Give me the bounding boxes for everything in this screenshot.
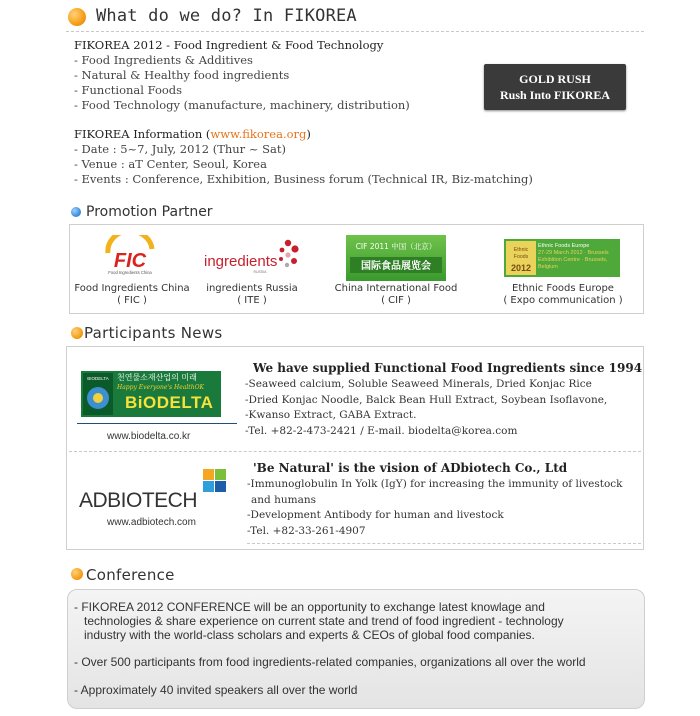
ite-logo-icon xyxy=(202,237,302,277)
ite-logo xyxy=(202,237,302,277)
adbiotech-news-lines xyxy=(247,477,643,539)
promotion-title: Promotion Partner xyxy=(86,204,213,220)
partner-fic-abbr: ( FIC ) xyxy=(117,295,147,306)
efe-logo-detail-text: 27-29 March 2012 · Brussels Exhibition Centre · Brussels, Belgium xyxy=(538,250,609,270)
conference-line-5: - Approximately 40 invited speakers all over the world xyxy=(74,683,358,697)
efe-logo-mark xyxy=(506,241,536,275)
fikorea-item-3: - Functional Foods xyxy=(74,83,183,97)
biodelta-line-1: -Seaweed calcium, Soluble Seaweed Minerals, Dried Konjac Rice xyxy=(245,378,592,390)
gold-rush-line2: Rush Into FIKOREA xyxy=(499,88,611,102)
promotion-bullet-icon xyxy=(71,207,81,217)
biodelta-logo-underline xyxy=(77,423,237,424)
efe-logo xyxy=(504,239,620,277)
adbiotech-line-3: -Development Antibody for human and livestock xyxy=(247,509,504,521)
cif-logo-icon xyxy=(346,235,446,281)
participants-bottom-divider xyxy=(247,543,641,544)
fikorea-info-events: - Events : Conference, Exhibition, Business forum (Technical IR, Biz-matching) xyxy=(74,172,533,186)
efe-logo-text: Ethnic Foods Europe xyxy=(538,243,590,249)
biodelta-logo-name: BiODELTA xyxy=(125,393,214,412)
efe-logo-mark-icon xyxy=(506,241,536,275)
participants-separator xyxy=(69,451,641,452)
partner-cif[interactable] xyxy=(328,229,464,309)
partner-ite-caption xyxy=(196,283,308,307)
conference-bullet-icon xyxy=(71,568,83,580)
partner-ite-abbr: ( ITE ) xyxy=(237,295,267,306)
conference-line-3: industry with the world-class scholars and experts & CEOs of global food companies. xyxy=(84,628,535,642)
ite-logo-sub: RUSSIA xyxy=(253,270,267,274)
participants-bullet-icon xyxy=(71,327,83,339)
fikorea-info-venue: - Venue : aT Center, Seoul, Korea xyxy=(74,157,267,171)
partner-efe-name: Ethnic Foods Europe xyxy=(512,283,614,294)
conference-para-1 xyxy=(74,600,640,642)
title-bullet-icon xyxy=(68,8,86,26)
cif-logo-sub: 国际食品展览会 xyxy=(361,261,431,272)
adbiotech-news-title: 'Be Natural' is the vision of ADbiotech Co., Ltd xyxy=(253,461,568,475)
gold-rush-line1: GOLD RUSH xyxy=(519,72,591,86)
cif-logo-text: CIF 2011 中国（北京） xyxy=(355,242,437,251)
conference-line-2: technologies & share experience on current state and trend of food ingredient - technology xyxy=(84,614,564,628)
biodelta-star-icon xyxy=(83,373,113,415)
biodelta-line-2: -Dried Konjac Noodle, Balck Bean Hull Extract, Soybean Isoflavone, xyxy=(245,393,608,406)
fic-logo-text: FIC xyxy=(113,250,147,272)
biodelta-logo-label: BIODELTA xyxy=(87,376,109,381)
biodelta-line-3: -Kwanso Extract, GABA Extract. xyxy=(245,409,417,421)
partner-efe[interactable] xyxy=(486,229,640,309)
partner-efe-caption xyxy=(486,283,640,307)
participants-box xyxy=(66,346,644,550)
fikorea-link[interactable]: www.fikorea.org xyxy=(210,127,307,141)
biodelta-news-title: We have supplied Functional Food Ingredients since 1994 xyxy=(253,361,643,375)
biodelta-line-4: -Tel. +82-2-473-2421 / E-mail. biodelta@korea.com xyxy=(245,424,518,437)
fikorea-description xyxy=(74,38,494,113)
efe-logo-mark-text: Ethnic xyxy=(513,247,529,253)
partner-fic-name: Food Ingredients China xyxy=(74,283,190,294)
fikorea-information xyxy=(74,127,634,187)
biodelta-logo-korean: 천연물소재산업의 미래 xyxy=(117,373,197,382)
partner-fic[interactable] xyxy=(72,229,192,309)
fikorea-info-heading xyxy=(74,127,634,142)
gold-rush-banner[interactable] xyxy=(484,64,626,110)
fikorea-item-2: - Natural & Healthy food ingredients xyxy=(74,68,290,82)
fikorea-item-1: - Food Ingredients & Additives xyxy=(74,53,253,67)
adbiotech-logo-icon xyxy=(79,467,229,511)
adbiotech-url[interactable]: www.adbiotech.com xyxy=(107,517,196,528)
adbiotech-line-1: -Immunoglobulin In Yolk (IgY) for increasing the immunity of livestock xyxy=(247,478,623,490)
conference-line-4: - Over 500 participants from food ingredients-related companies, organizations all over the world xyxy=(74,655,586,669)
efe-logo-year: 2012 xyxy=(510,263,532,273)
conference-line-1: - FIKOREA 2012 CONFERENCE will be an opportunity to exchange latest knowlage and xyxy=(74,600,545,614)
page-title: What do we do? In FIKOREA xyxy=(96,6,357,26)
conference-box xyxy=(67,589,645,709)
partner-fic-caption xyxy=(72,283,192,307)
biodelta-news-lines xyxy=(245,377,641,439)
fic-logo-sub: Food Ingredients China xyxy=(108,270,152,275)
title-divider xyxy=(66,31,644,32)
partner-efe-abbr: ( Expo communication ) xyxy=(503,295,623,306)
cif-logo xyxy=(346,235,446,281)
biodelta-url[interactable]: www.biodelta.co.kr xyxy=(107,431,191,442)
fikorea-heading: FIKOREA 2012 - Food Ingredient & Food Technology xyxy=(74,38,384,52)
fic-logo xyxy=(102,235,158,275)
biodelta-logo[interactable] xyxy=(81,371,221,417)
ite-logo-text: ingredients xyxy=(204,253,278,270)
partner-ite-name: ingredients Russia xyxy=(206,283,298,294)
fic-logo-icon xyxy=(102,235,158,275)
conference-title: Conference xyxy=(86,566,175,584)
biodelta-logo-script: Happy Everyone's HealthOK xyxy=(117,384,204,391)
adbiotech-logo-name: ADBIOTECH xyxy=(79,489,198,511)
biodelta-logo-mark xyxy=(83,373,113,415)
info-heading-end: ) xyxy=(306,127,311,141)
partner-cif-abbr: ( CIF ) xyxy=(381,295,411,306)
adbiotech-logo[interactable] xyxy=(79,467,229,511)
partner-cif-name: China International Food xyxy=(334,283,458,294)
partner-ite[interactable] xyxy=(196,229,308,309)
participants-title: Participants News xyxy=(84,324,223,342)
efe-logo-detail xyxy=(538,243,618,271)
partner-cif-caption xyxy=(328,283,464,307)
info-heading-text: FIKOREA Information ( xyxy=(74,127,211,141)
adbiotech-line-4: -Tel. +82-33-261-4907 xyxy=(247,524,366,537)
fikorea-info-date: - Date : 5~7, July, 2012 (Thur ~ Sat) xyxy=(74,142,286,156)
efe-logo-mark-text2: Foods xyxy=(513,254,529,260)
adbiotech-line-2: and humans xyxy=(251,493,316,506)
fikorea-item-4: - Food Technology (manufacture, machinery, distribution) xyxy=(74,98,410,112)
promotion-partner-box xyxy=(69,224,644,314)
